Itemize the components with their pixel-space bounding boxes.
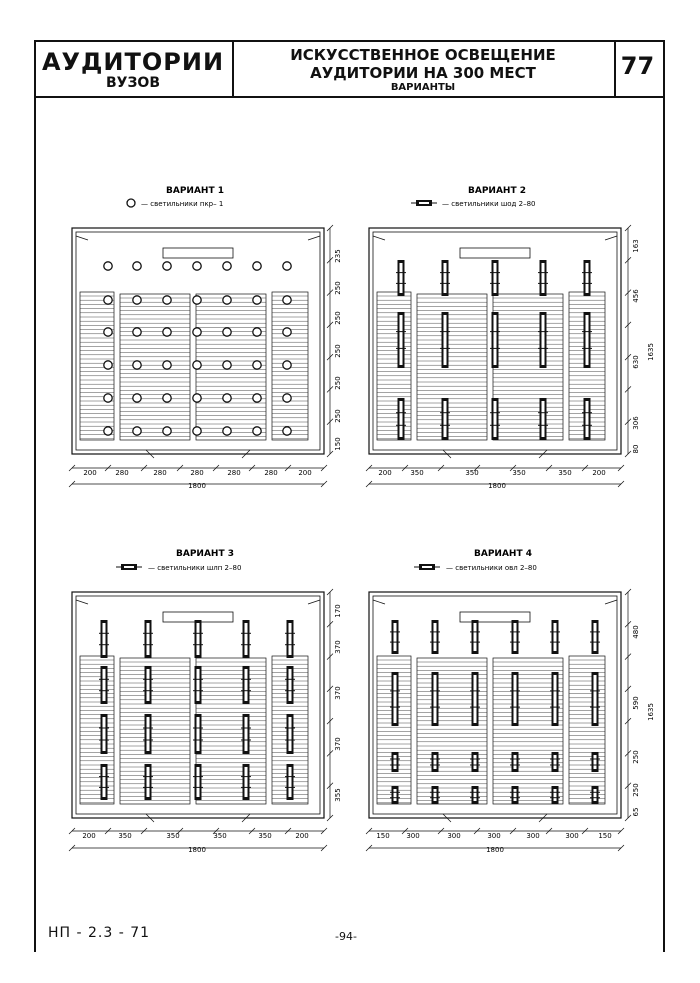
variant-1-plan <box>69 225 333 487</box>
fixture-rect-inner <box>494 315 497 365</box>
dim-label: 280 <box>153 469 167 477</box>
variant-2-legend: — светильники шод 2–80 <box>442 200 536 208</box>
fixture-rect-inner <box>586 401 589 437</box>
fixture-round-icon <box>193 262 201 270</box>
dim-label: 235 <box>334 249 342 263</box>
fixture-rect-inner <box>554 755 557 769</box>
fixture-round-icon <box>133 328 141 336</box>
fixture-rect-inner <box>554 675 557 723</box>
plan-line <box>373 236 385 240</box>
fixture-round-icon <box>133 394 141 402</box>
fixture-round-icon <box>163 296 171 304</box>
fixture-rect-inner <box>554 789 557 801</box>
fixture-round-icon <box>253 427 261 435</box>
fixture-rect-inner <box>197 717 200 751</box>
fixture-rect-inner <box>245 717 248 751</box>
variant-4-bottom-dims <box>376 832 611 854</box>
fixture-round-icon <box>253 328 261 336</box>
dim-label: 200 <box>378 469 392 477</box>
dim-label: 480 <box>632 625 640 639</box>
plan-line <box>76 600 88 604</box>
legend-rect-fixture-icon <box>116 564 142 570</box>
fixture-round-icon <box>253 394 261 402</box>
dim-label: 280 <box>190 469 204 477</box>
fixture-round-icon <box>104 361 112 369</box>
fixture-rect-inner <box>197 767 200 797</box>
fixture-round-icon <box>104 328 112 336</box>
plan-seating-block <box>417 294 487 440</box>
dim-label: 590 <box>632 696 640 710</box>
fixture-rect-inner <box>245 623 248 655</box>
dim-label: 300 <box>565 832 579 840</box>
plan-line <box>605 236 617 240</box>
total-depth: 1635 <box>647 343 655 361</box>
sheet-title-line2: АУДИТОРИИ НА 300 МЕСТ <box>310 64 536 82</box>
fixture-rect-inner <box>514 675 517 723</box>
total-width: 1800 <box>188 482 206 490</box>
fixture-rect-inner <box>245 669 248 701</box>
dim-label: 200 <box>298 469 312 477</box>
dim-label: 370 <box>334 640 342 654</box>
variant-3-title: ВАРИАНТ 3 <box>176 549 234 559</box>
dim-label: 300 <box>487 832 501 840</box>
dim-label: 280 <box>115 469 129 477</box>
plan-seating-block <box>493 294 563 440</box>
fixture-rect-inner <box>474 755 477 769</box>
dim-label: 306 <box>632 416 640 430</box>
fixture-round-icon <box>223 328 231 336</box>
fixture-rect-inner <box>444 315 447 365</box>
page-number: 77 <box>620 52 655 80</box>
fixture-rect-inner <box>197 623 200 655</box>
fixture-rect-inner <box>586 315 589 365</box>
fixture-rect-inner <box>434 755 437 769</box>
dim-label: 350 <box>258 832 272 840</box>
dim-label: 370 <box>334 737 342 751</box>
dim-label: 630 <box>632 355 640 369</box>
fixture-rect-inner <box>103 623 106 655</box>
plan-blackboard <box>163 248 233 258</box>
total-depth: 1635 <box>647 703 655 721</box>
variant-1-title: ВАРИАНТ 1 <box>166 186 224 196</box>
legend-rect-fixture-icon <box>411 200 437 206</box>
variant-1-legend: — светильники пкр– 1 <box>141 200 224 208</box>
dim-label: 350 <box>410 469 424 477</box>
dim-label: 280 <box>227 469 241 477</box>
fixture-rect-inner <box>147 623 150 655</box>
variant-2-plan <box>366 225 631 487</box>
fixture-rect-inner <box>542 315 545 365</box>
plan-inner-wall <box>373 596 617 814</box>
fixture-round-icon <box>283 427 291 435</box>
fixture-rect-inner <box>394 675 397 723</box>
dim-label: 350 <box>512 469 526 477</box>
fixture-round-icon <box>133 361 141 369</box>
fixture-rect-inner <box>394 789 397 801</box>
dim-label: 300 <box>526 832 540 840</box>
variant-1 <box>69 186 342 490</box>
dim-label: 200 <box>82 832 96 840</box>
variant-4-plan <box>366 589 631 851</box>
fixture-rect-inner <box>147 717 150 751</box>
total-width: 1800 <box>188 846 206 854</box>
variant-2-right-dims <box>632 239 655 453</box>
dim-label: 250 <box>632 783 640 797</box>
dim-label: 355 <box>334 788 342 802</box>
fixture-rect-inner <box>400 315 403 365</box>
plan-seating-block <box>196 658 266 804</box>
dim-label: 250 <box>334 311 342 325</box>
fixture-rect-inner <box>586 263 589 293</box>
plan-blackboard <box>460 612 530 622</box>
total-width: 1800 <box>488 482 506 490</box>
plan-seating-block <box>120 294 190 440</box>
fixture-rect-inner <box>434 675 437 723</box>
variant-4-title: ВАРИАНТ 4 <box>474 549 532 559</box>
variant-1-bottom-dims <box>83 469 311 490</box>
fixture-rect-inner <box>494 401 497 437</box>
section-title: АУДИТОРИИ <box>41 48 225 76</box>
variant-3-bottom-dims <box>82 832 308 854</box>
dim-label: 80 <box>632 444 640 454</box>
fixture-rect-inner <box>542 401 545 437</box>
dim-label: 150 <box>376 832 390 840</box>
page-footer-number: -94- <box>335 930 357 943</box>
dim-label: 250 <box>632 750 640 764</box>
fixture-rect-inner <box>103 717 106 751</box>
fixture-rect-inner <box>494 263 497 293</box>
legend-round-fixture-icon <box>127 199 135 207</box>
dim-label: 456 <box>632 289 640 303</box>
dim-label: 350 <box>465 469 479 477</box>
dim-label: 350 <box>118 832 132 840</box>
dim-label: 170 <box>334 604 342 618</box>
plan-line <box>76 236 88 240</box>
fixture-round-icon <box>193 427 201 435</box>
fixture-rect-inner <box>594 623 597 651</box>
fixture-rect-inner <box>103 669 106 701</box>
fixture-round-icon <box>163 361 171 369</box>
fixture-round-icon <box>104 394 112 402</box>
dim-label: 163 <box>632 239 640 253</box>
dim-label: 200 <box>295 832 309 840</box>
dim-label: 300 <box>406 832 420 840</box>
fixture-rect-inner <box>594 755 597 769</box>
total-width: 1800 <box>486 846 504 854</box>
variant-4-legend: — светильники овл 2–80 <box>446 564 537 572</box>
fixture-rect-inner <box>400 263 403 293</box>
fixture-round-icon <box>133 427 141 435</box>
fixture-round-icon <box>163 394 171 402</box>
fixture-round-icon <box>253 262 261 270</box>
dim-label: 300 <box>447 832 461 840</box>
dim-label: 250 <box>334 281 342 295</box>
fixture-rect-inner <box>289 669 292 701</box>
fixture-round-icon <box>104 427 112 435</box>
fixture-rect-inner <box>197 669 200 701</box>
fixture-rect-inner <box>514 789 517 801</box>
plan-blackboard <box>460 248 530 258</box>
fixture-round-icon <box>163 427 171 435</box>
fixture-rect-inner <box>434 789 437 801</box>
fixture-round-icon <box>223 296 231 304</box>
fixture-rect-inner <box>474 623 477 651</box>
fixture-round-icon <box>193 296 201 304</box>
dim-label: 350 <box>213 832 227 840</box>
legend-rect-fixture-icon <box>414 564 440 570</box>
fixture-round-icon <box>223 361 231 369</box>
fixture-rect-inner <box>514 755 517 769</box>
fixture-rect-inner <box>594 675 597 723</box>
variant-3-legend: — светильники шлп 2–80 <box>148 564 242 572</box>
plan-line <box>373 600 385 604</box>
fixture-round-icon <box>104 262 112 270</box>
plan-line <box>308 236 320 240</box>
dim-label: 280 <box>264 469 278 477</box>
fixture-round-icon <box>104 296 112 304</box>
dim-label: 250 <box>334 344 342 358</box>
variant-4-right-dims <box>632 625 655 816</box>
fixture-round-icon <box>253 296 261 304</box>
dim-label: 250 <box>334 409 342 423</box>
fixture-rect-inner <box>289 767 292 797</box>
fixture-round-icon <box>223 262 231 270</box>
fixture-round-icon <box>193 328 201 336</box>
fixture-rect-inner <box>474 675 477 723</box>
variant-1-right-dims <box>334 249 342 450</box>
plan-outer-wall <box>369 592 621 818</box>
fixture-rect-inner <box>394 623 397 651</box>
fixture-rect-inner <box>542 263 545 293</box>
plan-seating-block <box>120 658 190 804</box>
fixture-round-icon <box>253 361 261 369</box>
variant-2 <box>366 186 655 490</box>
fixture-round-icon <box>193 394 201 402</box>
fixture-round-icon <box>133 296 141 304</box>
variant-3-plan <box>69 589 333 851</box>
fixture-round-icon <box>283 262 291 270</box>
dim-label: 65 <box>632 807 640 817</box>
fixture-rect-inner <box>444 401 447 437</box>
fixture-round-icon <box>283 394 291 402</box>
document-code: НП - 2.3 - 71 <box>48 925 151 941</box>
fixture-round-icon <box>193 361 201 369</box>
variant-3-right-dims <box>334 604 342 801</box>
fixture-round-icon <box>223 394 231 402</box>
sheet-title-line3: ВАРИАНТЫ <box>390 82 456 93</box>
fixture-round-icon <box>223 427 231 435</box>
fixture-rect-inner <box>400 401 403 437</box>
variant-3 <box>69 549 342 854</box>
section-subtitle: ВУЗОВ <box>106 75 160 91</box>
dim-label: 250 <box>334 376 342 390</box>
fixture-rect-inner <box>103 767 106 797</box>
variant-2-title: ВАРИАНТ 2 <box>468 186 526 196</box>
fixture-rect-inner <box>289 717 292 751</box>
fixture-rect-inner <box>394 755 397 769</box>
plan-line <box>308 600 320 604</box>
dim-label: 200 <box>592 469 606 477</box>
variant-4 <box>366 549 655 854</box>
dim-label: 370 <box>334 686 342 700</box>
fixture-rect-inner <box>289 623 292 655</box>
fixture-rect-inner <box>245 767 248 797</box>
fixture-rect-inner <box>147 669 150 701</box>
fixture-round-icon <box>283 328 291 336</box>
fixture-round-icon <box>163 262 171 270</box>
dim-label: 200 <box>83 469 97 477</box>
fixture-rect-inner <box>554 623 557 651</box>
fixture-round-icon <box>283 361 291 369</box>
fixture-rect-inner <box>147 767 150 797</box>
sheet-title-line1: ИСКУССТВЕННОЕ ОСВЕЩЕНИЕ <box>290 46 556 64</box>
fixture-rect-inner <box>434 623 437 651</box>
dim-label: 150 <box>598 832 612 840</box>
dim-label: 350 <box>558 469 572 477</box>
dim-label: 350 <box>166 832 180 840</box>
fixture-rect-inner <box>474 789 477 801</box>
fixture-rect-inner <box>444 263 447 293</box>
fixture-round-icon <box>283 296 291 304</box>
fixture-round-icon <box>163 328 171 336</box>
fixture-round-icon <box>133 262 141 270</box>
dim-label: 150 <box>334 437 342 451</box>
fixture-rect-inner <box>514 623 517 651</box>
plan-line <box>605 600 617 604</box>
variant-2-bottom-dims <box>378 469 605 490</box>
fixture-rect-inner <box>594 789 597 801</box>
